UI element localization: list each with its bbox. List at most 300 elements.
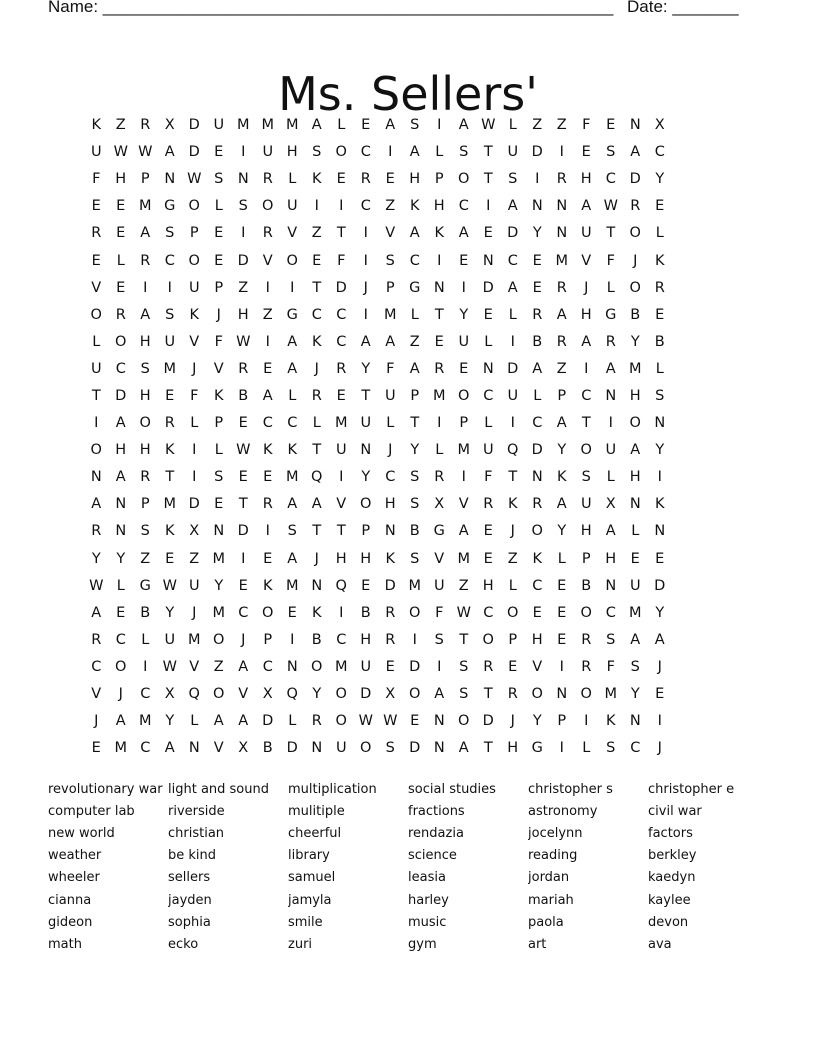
grid-letter: W: [236, 442, 251, 459]
grid-letter: L: [337, 117, 346, 134]
word-list-item: christopher s: [528, 781, 613, 797]
grid-letter: T: [165, 469, 175, 486]
grid-letter: I: [584, 713, 589, 730]
grid-letter: S: [385, 740, 395, 757]
grid-letter: T: [606, 225, 616, 242]
grid-letter: I: [461, 469, 466, 486]
grid-letter: E: [630, 550, 640, 567]
grid-letter: L: [141, 631, 150, 648]
grid-letter: G: [139, 577, 151, 594]
word-row: [48, 911, 768, 933]
grid-letter: E: [483, 523, 493, 540]
word-list-item: social studies: [408, 781, 496, 797]
grid-letter: E: [91, 198, 101, 215]
word-list-item: zuri: [288, 936, 313, 952]
grid-letter: I: [535, 171, 540, 188]
grid-letter: S: [214, 469, 224, 486]
grid-letter: J: [388, 442, 393, 459]
grid-letter: L: [410, 306, 419, 323]
grid-letter: M: [163, 360, 176, 377]
grid-letter: D: [237, 523, 249, 540]
grid-letter: N: [237, 171, 249, 188]
grid-letter: R: [262, 496, 273, 513]
grid-letter: E: [238, 577, 248, 594]
grid-letter: U: [605, 442, 617, 459]
grid-letter: V: [213, 740, 224, 757]
grid-letter: O: [409, 686, 421, 703]
grid-letter: M: [236, 117, 250, 134]
grid-letter: E: [508, 658, 518, 675]
grid-letter: Y: [165, 604, 175, 621]
grid-letter: H: [115, 171, 127, 188]
grid-letter: H: [139, 442, 151, 459]
grid-letter: H: [629, 387, 641, 404]
grid-letter: E: [116, 604, 126, 621]
grid-letter: F: [337, 252, 346, 269]
grid-letter: V: [189, 658, 200, 675]
grid-letter: D: [188, 144, 200, 161]
grid-letter: Z: [140, 550, 151, 567]
grid-letter: S: [459, 686, 469, 703]
grid-letter: P: [434, 171, 444, 188]
grid-letter: U: [384, 387, 396, 404]
grid-letter: J: [657, 740, 662, 757]
grid-letter: A: [630, 631, 641, 648]
grid-letter: D: [384, 577, 396, 594]
grid-letter: T: [91, 387, 101, 404]
word-list-item: new world: [48, 825, 115, 841]
grid-letter: N: [556, 198, 568, 215]
grid-letter: N: [556, 686, 568, 703]
grid-letter: R: [360, 171, 371, 188]
grid-letter: Y: [655, 171, 665, 188]
grid-letter: V: [434, 550, 445, 567]
word-list-item: christopher e: [648, 781, 735, 797]
grid-letter: H: [482, 577, 494, 594]
grid-letter: K: [556, 469, 567, 486]
word-list-item: cheerful: [288, 825, 342, 841]
grid-letter: R: [91, 523, 102, 540]
grid-letter: G: [531, 740, 543, 757]
word-list-item: kaedyn: [648, 870, 696, 886]
grid-letter: N: [605, 387, 617, 404]
grid-letter: O: [580, 686, 592, 703]
grid-letter: W: [358, 713, 373, 730]
grid-letter: P: [581, 550, 591, 567]
grid-letter: S: [165, 225, 175, 242]
grid-letter: R: [336, 360, 347, 377]
word-list-item: sellers: [168, 870, 211, 886]
grid-letter: U: [335, 442, 347, 459]
grid-letter: H: [409, 171, 421, 188]
word-list-item: reading: [528, 848, 578, 864]
name-field-label[interactable]: Name: ______________________________________________________: [48, 0, 614, 16]
grid-letter: S: [630, 658, 640, 675]
grid-letter: G: [164, 198, 176, 215]
grid-letter: M: [138, 713, 152, 730]
grid-letter: A: [115, 713, 126, 730]
grid-letter: A: [581, 198, 592, 215]
grid-letter: I: [510, 415, 515, 432]
grid-letter: V: [532, 658, 543, 675]
grid-letter: O: [507, 604, 519, 621]
grid-letter: C: [311, 306, 322, 323]
grid-letter: E: [532, 252, 542, 269]
grid-letter: R: [140, 117, 151, 134]
word-list-item: christian: [168, 825, 225, 841]
grid-letter: U: [580, 225, 592, 242]
word-list-item: library: [288, 848, 330, 864]
word-list-item: mariah: [528, 892, 574, 908]
grid-letter: E: [385, 658, 395, 675]
grid-row: [84, 735, 672, 762]
grid-letter: C: [287, 415, 298, 432]
grid-letter: U: [213, 117, 225, 134]
grid-letter: X: [434, 496, 445, 513]
grid-letter: N: [433, 713, 445, 730]
grid-letter: A: [311, 117, 322, 134]
word-list-item: fractions: [408, 803, 465, 819]
grid-letter: R: [115, 306, 126, 323]
grid-letter: B: [360, 604, 371, 621]
grid-letter: W: [138, 144, 153, 161]
grid-letter: J: [94, 713, 99, 730]
grid-letter: H: [115, 442, 127, 459]
grid-letter: I: [167, 279, 172, 296]
grid-letter: E: [532, 279, 542, 296]
grid-letter: E: [532, 604, 542, 621]
grid-letter: K: [434, 225, 444, 242]
grid-letter: E: [459, 252, 469, 269]
grid-letter: O: [458, 387, 470, 404]
grid-letter: A: [262, 387, 273, 404]
grid-letter: E: [336, 387, 346, 404]
grid-letter: L: [484, 333, 493, 350]
grid-letter: R: [238, 360, 249, 377]
grid-letter: S: [287, 523, 297, 540]
grid-letter: V: [91, 279, 102, 296]
grid-letter: O: [286, 252, 298, 269]
grid-letter: E: [483, 550, 493, 567]
date-field-label[interactable]: Date: _______: [627, 0, 739, 16]
grid-letter: Y: [410, 442, 420, 459]
grid-letter: Y: [532, 713, 542, 730]
grid-letter: D: [654, 577, 666, 594]
grid-letter: N: [311, 740, 323, 757]
grid-row: [84, 193, 672, 220]
grid-letter: I: [559, 658, 564, 675]
grid-letter: N: [654, 415, 666, 432]
grid-letter: H: [360, 550, 372, 567]
word-list-item: science: [408, 848, 457, 864]
grid-letter: Y: [655, 442, 665, 459]
grid-letter: A: [164, 740, 175, 757]
word-list-item: factors: [648, 825, 693, 841]
grid-letter: C: [532, 415, 543, 432]
grid-letter: L: [582, 740, 591, 757]
grid-letter: I: [241, 144, 246, 161]
grid-letter: E: [434, 333, 444, 350]
grid-letter: U: [335, 740, 347, 757]
grid-letter: E: [483, 225, 493, 242]
grid-letter: K: [311, 333, 322, 350]
grid-letter: W: [89, 577, 104, 594]
grid-letter: R: [483, 496, 494, 513]
grid-letter: K: [262, 442, 273, 459]
grid-letter: E: [557, 604, 567, 621]
grid-letter: A: [434, 686, 445, 703]
grid-letter: O: [360, 496, 372, 513]
grid-letter: L: [312, 415, 321, 432]
grid-letter: T: [581, 415, 591, 432]
grid-letter: J: [118, 686, 123, 703]
grid-letter: A: [287, 550, 298, 567]
grid-letter: Z: [385, 198, 396, 215]
grid-letter: M: [457, 550, 470, 567]
grid-letter: I: [559, 144, 564, 161]
grid-letter: E: [214, 225, 224, 242]
grid-letter: Q: [507, 442, 519, 459]
grid-letter: E: [165, 550, 175, 567]
grid-row: [84, 708, 672, 735]
grid-letter: I: [437, 252, 442, 269]
grid-letter: E: [312, 252, 322, 269]
grid-letter: E: [238, 469, 248, 486]
grid-letter: L: [190, 415, 199, 432]
grid-letter: H: [237, 306, 249, 323]
grid-letter: F: [582, 117, 591, 134]
grid-letter: V: [581, 252, 592, 269]
word-list-item: jordan: [528, 870, 570, 886]
word-list-item: mulitiple: [288, 803, 345, 819]
grid-letter: D: [409, 740, 421, 757]
grid-letter: A: [556, 496, 567, 513]
grid-letter: R: [556, 171, 567, 188]
grid-letter: M: [163, 496, 176, 513]
grid-letter: J: [192, 360, 197, 377]
grid-letter: Y: [361, 360, 371, 377]
grid-letter: T: [434, 306, 444, 323]
grid-letter: M: [555, 252, 568, 269]
grid-letter: N: [433, 279, 445, 296]
word-list-item: leasia: [408, 870, 446, 886]
grid-letter: K: [91, 117, 101, 134]
grid-letter: L: [92, 333, 101, 350]
grid-letter: T: [410, 415, 420, 432]
grid-letter: K: [532, 550, 542, 567]
grid-letter: I: [437, 415, 442, 432]
grid-letter: P: [557, 713, 567, 730]
grid-letter: I: [143, 658, 148, 675]
grid-letter: D: [482, 713, 494, 730]
grid-letter: E: [557, 577, 567, 594]
grid-row: [84, 220, 672, 247]
word-row: [48, 889, 768, 911]
grid-letter: P: [508, 631, 518, 648]
grid-letter: R: [507, 686, 518, 703]
grid-letter: K: [164, 442, 175, 459]
grid-letter: W: [603, 198, 618, 215]
grid-letter: E: [263, 469, 273, 486]
grid-letter: C: [140, 686, 151, 703]
grid-letter: R: [262, 225, 273, 242]
grid-letter: M: [114, 740, 127, 757]
grid-letter: V: [385, 225, 396, 242]
grid-letter: E: [116, 225, 126, 242]
word-list-item: sophia: [168, 914, 211, 930]
grid-row: [84, 518, 672, 545]
grid-letter: E: [655, 686, 665, 703]
grid-letter: W: [481, 117, 496, 134]
grid-letter: O: [188, 252, 200, 269]
grid-letter: Q: [286, 686, 298, 703]
grid-letter: P: [214, 415, 224, 432]
grid-letter: X: [164, 117, 175, 134]
grid-letter: I: [510, 333, 515, 350]
grid-letter: X: [385, 686, 396, 703]
grid-letter: I: [461, 279, 466, 296]
word-row: [48, 933, 768, 955]
grid-letter: S: [312, 144, 322, 161]
grid-letter: C: [409, 252, 420, 269]
grid-letter: C: [336, 333, 347, 350]
grid-letter: J: [314, 360, 319, 377]
grid-letter: O: [335, 713, 347, 730]
word-list-item: music: [408, 914, 447, 930]
grid-letter: H: [139, 333, 151, 350]
grid-letter: W: [162, 577, 177, 594]
grid-letter: L: [533, 387, 542, 404]
grid-letter: I: [608, 415, 613, 432]
grid-letter: T: [361, 387, 371, 404]
grid-letter: C: [581, 387, 592, 404]
grid-letter: X: [262, 686, 273, 703]
grid-letter: E: [91, 252, 101, 269]
grid-letter: F: [435, 604, 444, 621]
grid-letter: C: [262, 415, 273, 432]
grid-letter: K: [213, 387, 224, 404]
grid-letter: D: [482, 279, 494, 296]
grid-letter: I: [657, 713, 662, 730]
grid-letter: F: [214, 333, 223, 350]
grid-letter: N: [360, 442, 372, 459]
grid-letter: Q: [311, 469, 323, 486]
grid-letter: O: [580, 604, 592, 621]
grid-letter: D: [507, 360, 519, 377]
grid-letter: K: [507, 496, 518, 513]
grid-row: [84, 329, 672, 356]
word-list-item: paola: [528, 914, 564, 930]
grid-letter: O: [629, 225, 641, 242]
grid-letter: P: [140, 171, 150, 188]
word-list-item: weather: [48, 848, 102, 864]
grid-letter: N: [311, 577, 323, 594]
grid-letter: N: [164, 171, 176, 188]
grid-letter: U: [360, 658, 372, 675]
grid-letter: A: [287, 360, 298, 377]
grid-letter: L: [484, 415, 493, 432]
grid-letter: N: [629, 117, 641, 134]
grid-letter: R: [556, 333, 567, 350]
word-list-item: be kind: [168, 848, 217, 864]
grid-letter: Y: [459, 306, 469, 323]
grid-letter: M: [285, 577, 299, 594]
grid-letter: O: [629, 415, 641, 432]
grid-letter: C: [605, 604, 616, 621]
grid-letter: S: [214, 171, 224, 188]
grid-letter: S: [385, 252, 395, 269]
grid-letter: L: [655, 225, 664, 242]
grid-letter: Z: [507, 550, 518, 567]
grid-letter: A: [213, 713, 224, 730]
grid-letter: H: [580, 171, 592, 188]
grid-letter: E: [336, 171, 346, 188]
grid-letter: C: [483, 387, 494, 404]
grid-letter: Y: [655, 604, 665, 621]
grid-letter: D: [188, 117, 200, 134]
grid-letter: R: [385, 631, 396, 648]
grid-letter: Y: [116, 550, 126, 567]
grid-letter: W: [383, 713, 398, 730]
grid-letter: X: [164, 686, 175, 703]
grid-letter: R: [385, 604, 396, 621]
grid-letter: E: [263, 550, 273, 567]
grid-letter: T: [483, 740, 493, 757]
grid-letter: A: [238, 658, 249, 675]
grid-letter: A: [458, 740, 469, 757]
grid-letter: C: [605, 171, 616, 188]
grid-letter: L: [386, 415, 395, 432]
grid-letter: F: [606, 658, 615, 675]
grid-letter: D: [409, 658, 421, 675]
grid-letter: U: [164, 631, 176, 648]
grid-letter: S: [459, 144, 469, 161]
grid-letter: E: [483, 306, 493, 323]
grid-letter: C: [115, 631, 126, 648]
word-list-item: revolutionary war: [48, 781, 163, 797]
grid-letter: R: [91, 225, 102, 242]
grid-letter: Z: [556, 360, 567, 377]
grid-letter: M: [457, 442, 470, 459]
grid-letter: S: [165, 306, 175, 323]
grid-letter: L: [214, 442, 223, 459]
grid-letter: E: [655, 198, 665, 215]
word-list-item: civil war: [648, 803, 702, 819]
grid-letter: O: [115, 333, 127, 350]
grid-letter: L: [435, 144, 444, 161]
grid-letter: C: [532, 577, 543, 594]
grid-letter: Y: [630, 333, 640, 350]
grid-letter: A: [385, 333, 396, 350]
grid-letter: T: [483, 171, 493, 188]
grid-letter: A: [115, 415, 126, 432]
word-list-item: harley: [408, 892, 449, 908]
word-list-item: art: [528, 936, 547, 952]
grid-letter: E: [606, 117, 616, 134]
grid-letter: E: [214, 144, 224, 161]
grid-letter: A: [654, 631, 665, 648]
grid-letter: A: [287, 496, 298, 513]
grid-letter: I: [363, 252, 368, 269]
grid-letter: P: [410, 387, 420, 404]
grid-letter: T: [312, 523, 322, 540]
grid-letter: O: [360, 740, 372, 757]
grid-letter: P: [459, 415, 469, 432]
grid-letter: P: [263, 631, 273, 648]
grid-letter: U: [482, 442, 494, 459]
word-row: [48, 800, 768, 822]
grid-letter: M: [261, 117, 274, 134]
